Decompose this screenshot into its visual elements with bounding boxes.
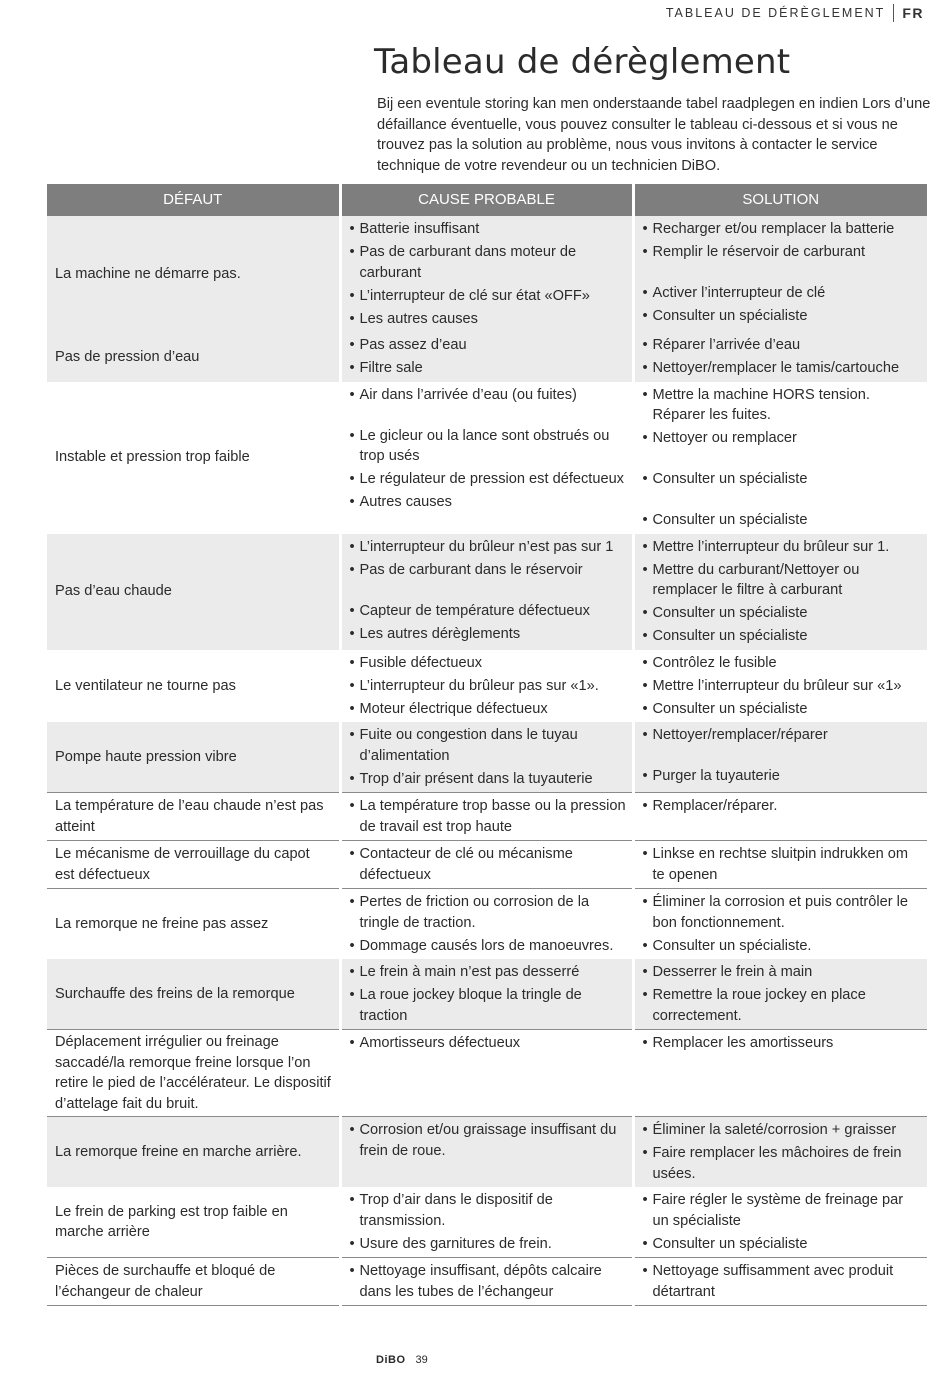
cause-item	[350, 358, 628, 379]
cause-cell	[340, 959, 633, 1030]
cause-cell	[340, 1030, 633, 1117]
solution-text: Mettre du carburant/Nettoyer ou remplacer le filtre à carburant	[652, 561, 860, 598]
bullet-icon: •	[349, 538, 355, 555]
solution-item	[643, 766, 924, 787]
solution-item	[643, 219, 924, 240]
bullet-icon: •	[349, 337, 355, 353]
bullet-icon: •	[349, 310, 355, 327]
bullet-icon: •	[349, 1235, 355, 1252]
cause-text: Le gicleur ou la lance sont obstrués ou trop usés	[359, 427, 610, 464]
cause-item	[350, 1033, 628, 1054]
solution-cell	[633, 216, 927, 332]
bullet-icon: •	[642, 727, 648, 743]
cause-item	[350, 492, 628, 513]
cause-text: Les autres dérèglements	[359, 625, 521, 642]
cause-text: Pertes de friction ou corrosion de la tringle de traction.	[359, 894, 590, 931]
bullet-icon: •	[349, 987, 355, 1003]
bullet-icon: •	[642, 1235, 648, 1252]
bullet-icon: •	[349, 221, 355, 237]
cause-item	[350, 796, 628, 837]
solution-text: Linkse en rechtse sluitpin indrukken om te openen	[652, 846, 909, 883]
bullet-icon: •	[349, 770, 355, 787]
cause-item	[350, 1190, 628, 1231]
solution-cell	[633, 722, 927, 793]
cause-item	[350, 892, 628, 933]
cause-text: Contacteur de clé ou mécanisme défectueux	[359, 846, 573, 883]
cause-cell	[340, 1187, 633, 1258]
cause-item	[350, 936, 628, 957]
bullet-icon: •	[642, 1122, 648, 1138]
solution-cell	[633, 889, 927, 960]
troubleshooting-table	[47, 184, 927, 1306]
defect-cell: Le frein de parking est trop faible en marche arrière	[47, 1187, 340, 1258]
cause-item	[350, 624, 628, 645]
bullet-icon: •	[642, 512, 648, 528]
cause-item	[350, 985, 628, 1026]
bullet-icon: •	[642, 798, 648, 814]
cause-item	[350, 1234, 628, 1255]
cause-cell	[340, 382, 633, 534]
table-row	[47, 841, 927, 889]
solution-item	[643, 306, 924, 327]
solution-item	[643, 358, 924, 379]
solution-text: Consulter un spécialiste	[652, 308, 808, 324]
table-row	[47, 889, 927, 960]
bullet-icon: •	[349, 727, 355, 743]
cause-text: Les autres causes	[359, 310, 478, 327]
cause-text: La roue jockey bloque la tringle de traction	[359, 987, 582, 1024]
defect-cell: Pompe haute pression vibre	[47, 722, 340, 793]
solution-cell	[633, 959, 927, 1030]
cause-cell	[340, 216, 633, 332]
table-row	[47, 332, 927, 382]
cause-item	[350, 309, 628, 330]
table-row	[47, 216, 927, 332]
bullet-icon: •	[349, 471, 355, 487]
solution-cell	[633, 332, 927, 382]
solution-text: Contrôlez le fusible	[652, 654, 777, 671]
defect-cell: Surchauffe des freins de la remorque	[47, 959, 340, 1030]
solution-item	[643, 676, 924, 697]
defect-cell: Déplacement irrégulier ou freinage saccadé/la remorque freine lorsque l’on retire le pied de l’accélérateur. Le dispositif d’attelage fait du bruit.	[47, 1030, 340, 1117]
solution-cell	[633, 1030, 927, 1117]
header-cause: CAUSE PROBABLE	[340, 184, 633, 216]
solution-text: Recharger et/ou remplacer la batterie	[652, 221, 895, 237]
defect-cell: Le mécanisme de verrouillage du capot est défectueux	[47, 841, 340, 889]
solution-cell	[633, 1187, 927, 1258]
cause-item	[350, 426, 628, 467]
cause-text: Le régulateur de pression est défectueux	[359, 471, 624, 487]
bullet-icon: •	[642, 285, 648, 301]
solution-text: Réparer l’arrivée d’eau	[652, 337, 801, 353]
bullet-icon: •	[642, 1145, 648, 1161]
solution-item	[643, 1261, 924, 1302]
cause-text: Trop d’air présent dans la tuyauterie	[359, 770, 593, 787]
cause-item	[350, 469, 628, 490]
page-number: 39	[415, 1354, 428, 1366]
cause-item	[350, 962, 628, 983]
bullet-icon: •	[642, 677, 648, 694]
list-spacer	[643, 263, 924, 284]
cause-cell	[340, 650, 633, 723]
cause-item	[350, 242, 628, 283]
bullet-icon: •	[642, 308, 648, 324]
bullet-icon: •	[642, 471, 648, 487]
solution-text: Faire remplacer les mâchoires de frein usées.	[652, 1145, 902, 1182]
cause-cell	[340, 332, 633, 382]
solution-text: Consulter un spécialiste	[652, 471, 808, 487]
bullet-icon: •	[349, 700, 355, 717]
solution-text: Remplir le réservoir de carburant	[652, 244, 866, 260]
bullet-icon: •	[642, 538, 648, 555]
solution-item	[643, 936, 924, 957]
header-defect: DÉFAUT	[47, 184, 340, 216]
bullet-icon: •	[642, 987, 648, 1003]
defect-cell: Pas d’eau chaude	[47, 534, 340, 650]
solution-text: Activer l’interrupteur de clé	[652, 285, 826, 301]
table-row	[47, 382, 927, 534]
bullet-icon: •	[349, 1122, 355, 1138]
cause-item	[350, 335, 628, 356]
solution-cell	[633, 793, 927, 841]
solution-item	[643, 335, 924, 356]
cause-item	[350, 653, 628, 674]
defect-cell: La remorque ne freine pas assez	[47, 889, 340, 960]
cause-text: Air dans l’arrivée d’eau (ou fuites)	[359, 386, 577, 403]
cause-cell	[340, 722, 633, 793]
cause-text: Pas de carburant dans moteur de carburant	[359, 244, 577, 281]
solution-text: Nettoyage suffisamment avec produit détartrant	[652, 1263, 894, 1300]
solution-text: Nettoyer ou remplacer	[652, 430, 797, 446]
cause-text: Le frein à main n’est pas desserré	[359, 964, 580, 980]
cause-cell	[340, 1117, 633, 1188]
bullet-icon: •	[642, 937, 648, 954]
cause-item	[350, 725, 628, 766]
cause-item	[350, 601, 628, 622]
bullet-icon: •	[642, 244, 648, 260]
solution-text: Faire régler le système de freinage par un spécialiste	[652, 1192, 904, 1229]
running-header-section: TABLEAU DE DÉRÈGLEMENT	[665, 6, 886, 20]
cause-text: L’interrupteur de clé sur état «OFF»	[359, 287, 590, 304]
bullet-icon: •	[642, 1035, 648, 1051]
list-spacer	[350, 580, 628, 601]
solution-item	[643, 653, 924, 674]
solution-cell	[633, 841, 927, 889]
cause-item	[350, 537, 628, 558]
defect-cell: Pièces de surchauffe et bloqué de l’échangeur de chaleur	[47, 1258, 340, 1306]
solution-text: Mettre l’interrupteur du brûleur sur «1»	[652, 677, 902, 694]
solution-text: Consulter un spécialiste	[652, 512, 808, 528]
solution-cell	[633, 1117, 927, 1188]
bullet-icon: •	[642, 605, 648, 621]
header-solution: SOLUTION	[633, 184, 927, 216]
solution-item	[643, 469, 924, 490]
defect-cell: Instable et pression trop faible	[47, 382, 340, 534]
solution-text: Mettre la machine HORS tension. Réparer les fuites.	[652, 386, 870, 423]
bullet-icon: •	[349, 846, 355, 862]
bullet-icon: •	[642, 1192, 648, 1208]
solution-cell	[633, 1258, 927, 1306]
table-row	[47, 793, 927, 841]
table-row	[47, 1258, 927, 1306]
cause-text: Moteur électrique défectueux	[359, 700, 548, 717]
bullet-icon: •	[349, 677, 355, 694]
solution-item	[643, 985, 924, 1026]
bullet-icon: •	[349, 798, 355, 814]
list-spacer	[643, 490, 924, 511]
solution-text: Consulter un spécialiste	[652, 628, 808, 644]
cause-text: Fuite ou congestion dans le tuyau d’alimentation	[359, 727, 578, 764]
bullet-icon: •	[642, 628, 648, 644]
table-row	[47, 650, 927, 723]
bullet-icon: •	[642, 430, 648, 446]
cause-text: L’interrupteur du brûleur n’est pas sur 1	[359, 538, 614, 555]
table-row	[47, 959, 927, 1030]
list-spacer	[643, 746, 924, 767]
solution-text: Consulter un spécialiste.	[652, 937, 812, 954]
solution-text: Consulter un spécialiste	[652, 700, 808, 717]
solution-text: Remplacer/réparer.	[652, 798, 778, 814]
table-row	[47, 1030, 927, 1117]
solution-text: Purger la tuyauterie	[652, 768, 780, 784]
bullet-icon: •	[349, 244, 355, 260]
page-footer	[376, 1354, 428, 1366]
bullet-icon: •	[349, 602, 355, 619]
cause-text: Filtre sale	[359, 360, 423, 376]
solution-text: Desserrer le frein à main	[652, 964, 813, 980]
cause-item	[350, 844, 628, 885]
table-row	[47, 1187, 927, 1258]
solution-text: Remplacer les amortisseurs	[652, 1035, 834, 1051]
bullet-icon: •	[349, 1035, 355, 1051]
cause-text: Corrosion et/ou graissage insuffisant du frein de roue.	[359, 1122, 617, 1159]
solution-item	[643, 242, 924, 263]
solution-text: Nettoyer/remplacer le tamis/cartouche	[652, 360, 900, 376]
cause-text: Batterie insuffisant	[359, 221, 480, 237]
bullet-icon: •	[642, 964, 648, 980]
cause-text: La température trop basse ou la pression de travail est trop haute	[359, 798, 626, 835]
solution-item	[643, 385, 924, 426]
cause-cell	[340, 889, 633, 960]
bullet-icon: •	[349, 494, 355, 510]
bullet-icon: •	[642, 360, 648, 376]
bullet-icon: •	[642, 337, 648, 353]
bullet-icon: •	[349, 287, 355, 304]
bullet-icon: •	[349, 386, 355, 403]
bullet-icon: •	[642, 386, 648, 403]
solution-text: Remettre la roue jockey en place correctement.	[652, 987, 866, 1024]
solution-item	[643, 1120, 924, 1141]
bullet-icon: •	[349, 1192, 355, 1208]
bullet-icon: •	[349, 427, 355, 444]
cause-text: Usure des garnitures de frein.	[359, 1235, 552, 1252]
solution-item	[643, 725, 924, 746]
bullet-icon: •	[642, 846, 648, 862]
solution-item	[643, 1143, 924, 1184]
language-code: FR	[902, 5, 924, 21]
cause-text: Autres causes	[359, 494, 452, 510]
solution-item	[643, 603, 924, 624]
cause-item	[350, 699, 628, 720]
bullet-icon: •	[642, 561, 648, 578]
solution-text: Nettoyer/remplacer/réparer	[652, 727, 828, 743]
solution-cell	[633, 382, 927, 534]
cause-text: Trop d’air dans le dispositif de transmission.	[359, 1192, 553, 1229]
solution-text: Consulter un spécialiste	[652, 1235, 808, 1252]
list-spacer	[643, 449, 924, 470]
cause-cell	[340, 1258, 633, 1306]
solution-item	[643, 510, 924, 531]
bullet-icon: •	[349, 360, 355, 376]
table-row	[47, 534, 927, 650]
bullet-icon: •	[642, 1263, 648, 1279]
solution-text: Mettre l’interrupteur du brûleur sur 1.	[652, 538, 890, 555]
solution-text: Éliminer la saleté/corrosion + graisser	[652, 1122, 897, 1138]
solution-item	[643, 1190, 924, 1231]
solution-item	[643, 283, 924, 304]
bullet-icon: •	[349, 937, 355, 954]
solution-cell	[633, 650, 927, 723]
table-body	[47, 216, 927, 1306]
solution-text: Consulter un spécialiste	[652, 605, 808, 621]
table-header	[47, 184, 927, 216]
table-row	[47, 1117, 927, 1188]
solution-item	[643, 962, 924, 983]
bullet-icon: •	[642, 654, 648, 671]
page-title: Tableau de dérèglement	[374, 42, 791, 82]
solution-item	[643, 844, 924, 885]
cause-item	[350, 219, 628, 240]
cause-text: Dommage causés lors de manoeuvres.	[359, 937, 614, 954]
solution-item	[643, 626, 924, 647]
bullet-icon: •	[349, 894, 355, 910]
running-header	[666, 4, 924, 22]
bullet-icon: •	[349, 625, 355, 642]
bullet-icon: •	[349, 561, 355, 578]
solution-text: Éliminer la corrosion et puis contrôler le bon fonctionnement.	[652, 894, 908, 931]
cause-text: Capteur de température défectueux	[359, 602, 590, 619]
solution-item	[643, 560, 924, 601]
running-header-divider	[893, 4, 894, 22]
bullet-icon: •	[349, 1263, 355, 1279]
cause-text: Nettoyage insuffisant, dépôts calcaire dans les tubes de l’échangeur	[359, 1263, 602, 1300]
solution-item	[643, 537, 924, 558]
cause-text: Amortisseurs défectueux	[359, 1035, 521, 1051]
table-row	[47, 722, 927, 793]
bullet-icon: •	[642, 221, 648, 237]
solution-item	[643, 892, 924, 933]
defect-cell: La remorque freine en marche arrière.	[47, 1117, 340, 1188]
cause-cell	[340, 793, 633, 841]
cause-item	[350, 769, 628, 790]
cause-text: Pas de carburant dans le réservoir	[359, 561, 583, 578]
cause-item	[350, 385, 628, 406]
cause-item	[350, 1261, 628, 1302]
cause-item	[350, 676, 628, 697]
solution-item	[643, 699, 924, 720]
bullet-icon: •	[642, 768, 648, 784]
bullet-icon: •	[349, 654, 355, 671]
cause-cell	[340, 841, 633, 889]
cause-item	[350, 560, 628, 581]
footer-brand: DiBO	[376, 1354, 406, 1366]
cause-text: Pas assez d’eau	[359, 337, 467, 353]
cause-item	[350, 286, 628, 307]
cause-cell	[340, 534, 633, 650]
defect-cell: Pas de pression d’eau	[47, 332, 340, 382]
bullet-icon: •	[642, 700, 648, 717]
solution-item	[643, 1234, 924, 1255]
intro-paragraph: Bij een eventule storing kan men onderstaande tabel raadplegen en indien Lors d’une défaillance éventuelle, vous pouvez consulter le tableau ci-dessous et si vous ne trouvez pas la solution au problème, nous vous invitons à contacter le service technique de votre revendeur ou un technicien DiBO.	[377, 96, 931, 174]
solution-cell	[633, 534, 927, 650]
cause-text: Fusible défectueux	[359, 654, 483, 671]
defect-cell: La machine ne démarre pas.	[47, 216, 340, 332]
bullet-icon: •	[349, 964, 355, 980]
solution-item	[643, 796, 924, 817]
defect-cell: La température de l’eau chaude n’est pas atteint	[47, 793, 340, 841]
defect-cell: Le ventilateur ne tourne pas	[47, 650, 340, 723]
cause-text: L’interrupteur du brûleur pas sur «1».	[359, 677, 599, 694]
cause-item	[350, 1120, 628, 1161]
bullet-icon: •	[642, 894, 648, 910]
list-spacer	[350, 405, 628, 426]
solution-item	[643, 1033, 924, 1054]
solution-item	[643, 428, 924, 449]
